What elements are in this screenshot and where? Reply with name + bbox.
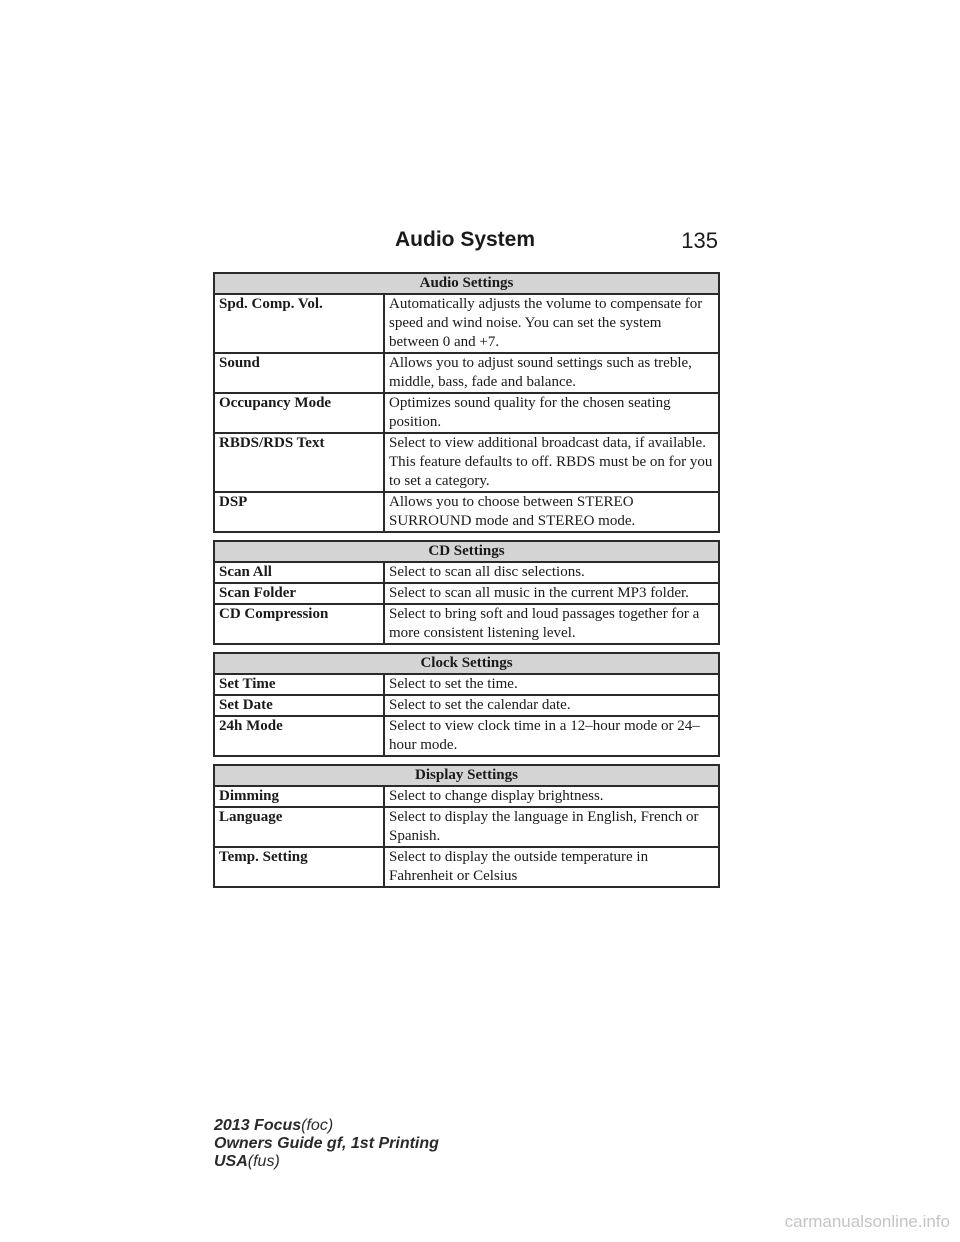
setting-description: Select to display the outside temperature in Fahrenheit or Celsius xyxy=(384,847,719,887)
setting-description: Select to scan all disc selections. xyxy=(384,562,719,583)
setting-description: Select to change display brightness. xyxy=(384,786,719,807)
setting-name: DSP xyxy=(214,492,384,532)
clock-settings-table xyxy=(213,652,720,757)
table-heading: Display Settings xyxy=(214,765,719,786)
setting-description: Optimizes sound quality for the chosen seating position. xyxy=(384,393,719,433)
table-row xyxy=(214,433,719,492)
table-row xyxy=(214,583,719,604)
table-row xyxy=(214,847,719,887)
setting-description: Select to view clock time in a 12–hour mode or 24–hour mode. xyxy=(384,716,719,756)
setting-name: Dimming xyxy=(214,786,384,807)
footer-guide: Owners Guide gf, 1st Printing xyxy=(214,1135,439,1152)
setting-name: Scan All xyxy=(214,562,384,583)
setting-name: Occupancy Mode xyxy=(214,393,384,433)
setting-name: CD Compression xyxy=(214,604,384,644)
settings-tables xyxy=(213,272,720,895)
table-row xyxy=(214,695,719,716)
setting-name: Set Time xyxy=(214,674,384,695)
page-number: 135 xyxy=(681,228,718,253)
table-heading: Audio Settings xyxy=(214,273,719,294)
footer-model-code: (foc) xyxy=(301,1117,334,1134)
audio-settings-table xyxy=(213,272,720,533)
setting-name: Sound xyxy=(214,353,384,393)
setting-name: Temp. Setting xyxy=(214,847,384,887)
setting-description: Select to view additional broadcast data, if available. This feature defaults to off. RBDS must be on for you to set a category. xyxy=(384,433,719,492)
table-row xyxy=(214,294,719,353)
section-title: Audio System xyxy=(395,228,536,251)
setting-name: Scan Folder xyxy=(214,583,384,604)
table-row xyxy=(214,807,719,847)
table-heading: Clock Settings xyxy=(214,653,719,674)
table-row xyxy=(214,716,719,756)
table-row xyxy=(214,562,719,583)
setting-name: Spd. Comp. Vol. xyxy=(214,294,384,353)
setting-name: RBDS/RDS Text xyxy=(214,433,384,492)
footer-region-code: (fus) xyxy=(247,1153,280,1170)
setting-description: Select to display the language in English, French or Spanish. xyxy=(384,807,719,847)
print-info-footer xyxy=(214,1117,439,1171)
setting-description: Select to set the time. xyxy=(384,674,719,695)
setting-description: Select to set the calendar date. xyxy=(384,695,719,716)
setting-description: Allows you to choose between STEREO SURROUND mode and STEREO mode. xyxy=(384,492,719,532)
setting-description: Select to bring soft and loud passages together for a more consistent listening level. xyxy=(384,604,719,644)
footer-line-guide xyxy=(214,1135,439,1153)
footer-model: 2013 Focus xyxy=(214,1117,302,1134)
table-row xyxy=(214,786,719,807)
footer-line-model xyxy=(214,1117,439,1135)
table-row xyxy=(214,353,719,393)
table-heading: CD Settings xyxy=(214,541,719,562)
setting-name: Language xyxy=(214,807,384,847)
page-header xyxy=(213,226,720,260)
setting-description: Automatically adjusts the volume to compensate for speed and wind noise. You can set the system between 0 and +7. xyxy=(384,294,719,353)
footer-line-region xyxy=(214,1153,439,1171)
table-row xyxy=(214,674,719,695)
watermark: carmanualsonline.info xyxy=(784,1212,950,1231)
setting-description: Select to scan all music in the current MP3 folder. xyxy=(384,583,719,604)
setting-name: Set Date xyxy=(214,695,384,716)
display-settings-table xyxy=(213,764,720,888)
setting-description: Allows you to adjust sound settings such as treble, middle, bass, fade and balance. xyxy=(384,353,719,393)
setting-name: 24h Mode xyxy=(214,716,384,756)
table-row xyxy=(214,393,719,433)
table-row xyxy=(214,492,719,532)
footer-region: USA xyxy=(214,1153,248,1170)
table-row xyxy=(214,604,719,644)
cd-settings-table xyxy=(213,540,720,645)
